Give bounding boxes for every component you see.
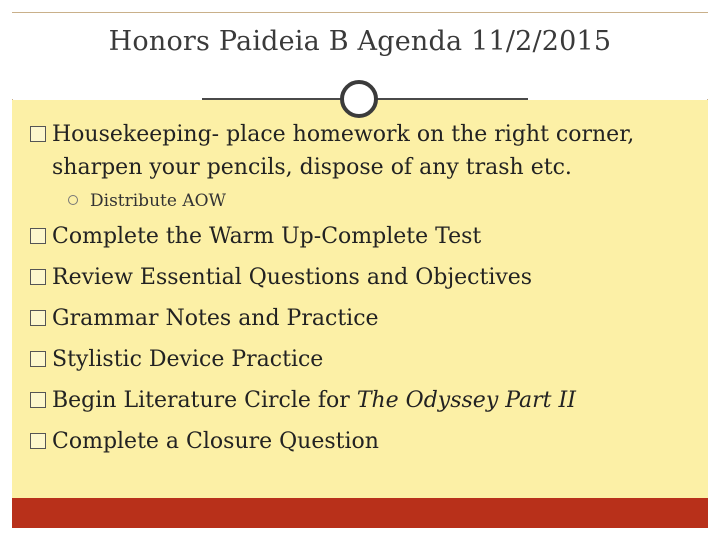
agenda-item-text: Complete the Warm Up-Complete Test [52,224,482,249]
footer-bar [12,498,708,528]
agenda-item-text: Stylistic Device Practice [52,347,324,372]
agenda-item-text: Housekeeping- place homework on the right corner, sharpen your pencils, dispose of any trash etc. [52,122,635,180]
agenda-item-closure-question [30,425,690,458]
agenda-item-literature-circle [30,384,690,417]
missing-glyph-box-icon [30,351,46,367]
agenda-subitem-text: Distribute AOW [90,191,226,211]
agenda-item-text-prefix: Begin Literature Circle for [52,388,357,413]
agenda-item-warm-up [30,220,690,253]
missing-glyph-box-icon [30,392,46,408]
agenda-subitem-distribute-aow [66,188,690,214]
agenda-item-text: Grammar Notes and Practice [52,306,379,331]
slide-title: Honors Paideia B Agenda 11/2/2015 [108,26,612,57]
agenda-item-grammar [30,302,690,335]
missing-glyph-box-icon [30,310,46,326]
missing-glyph-box-icon [30,269,46,285]
agenda-item-housekeeping [30,118,690,184]
missing-glyph-box-icon [30,126,46,142]
agenda-item-text: Complete a Closure Question [52,429,379,454]
missing-glyph-box-icon [30,433,46,449]
missing-glyph-box-icon [30,228,46,244]
agenda-list [30,118,690,458]
agenda-item-stylistic-device [30,343,690,376]
hollow-circle-icon [68,195,78,205]
ring-icon [340,80,378,118]
agenda-item-book-title: The Odyssey Part II [356,388,576,413]
agenda-item-essential-questions [30,261,690,294]
agenda-item-text: Review Essential Questions and Objectives [52,265,533,290]
